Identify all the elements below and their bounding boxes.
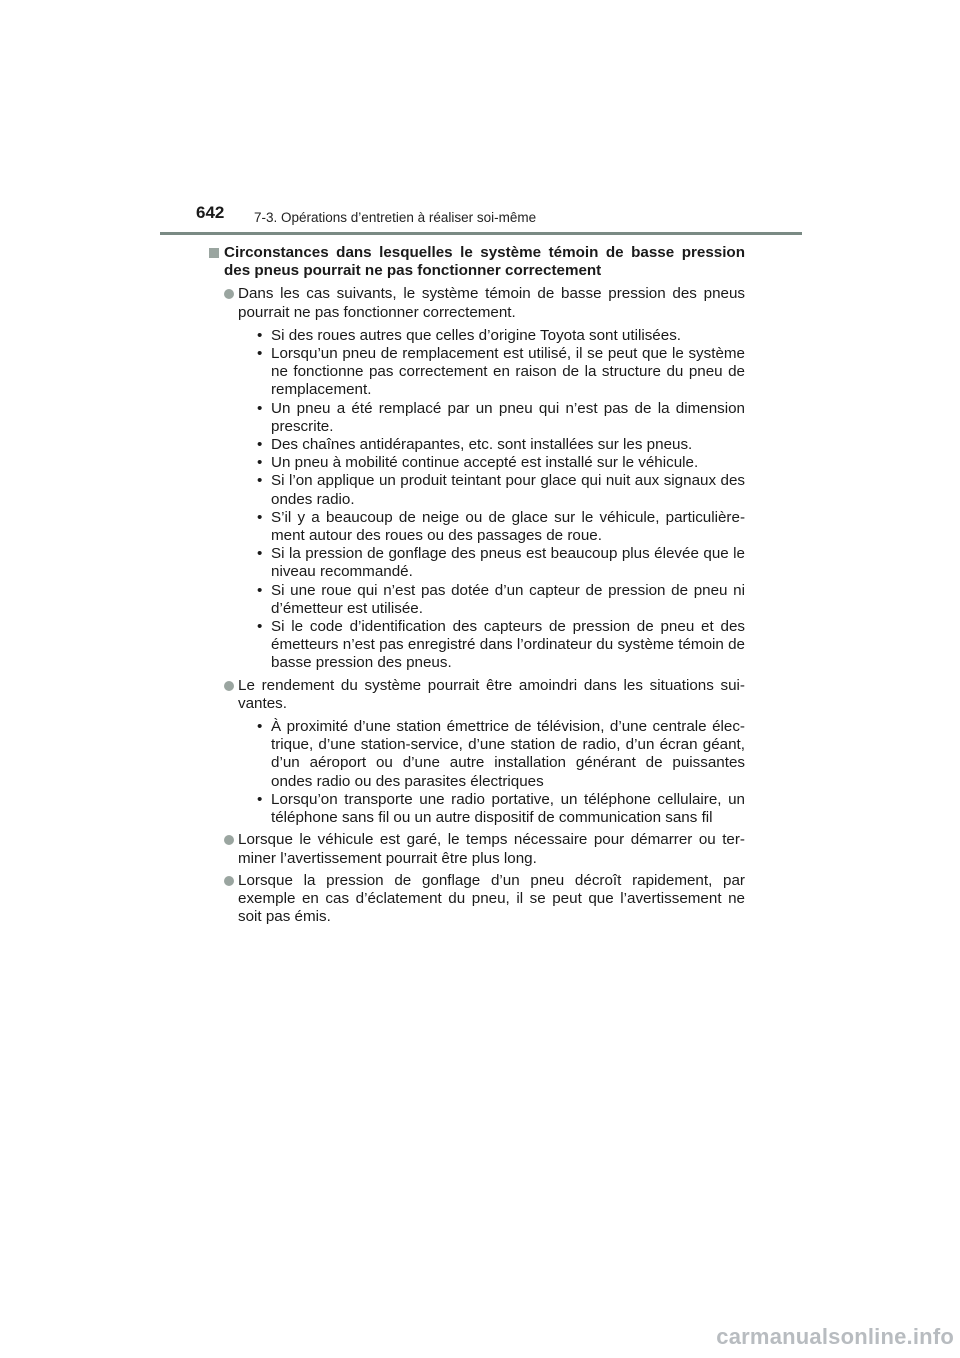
bullet-glyph: • — [257, 618, 263, 636]
list-item — [207, 872, 745, 927]
header-rule — [160, 232, 802, 235]
sub-list-item-text: Un pneu a été remplacé par un pneu qui n’est pas de la dimension prescrite. — [271, 399, 745, 435]
list-item — [207, 677, 745, 828]
sub-list-item — [255, 582, 745, 618]
page-content — [207, 244, 745, 926]
sub-list-item — [255, 509, 745, 545]
square-bullet-icon — [209, 248, 219, 258]
sub-list-item — [255, 345, 745, 400]
sub-list-item — [255, 618, 745, 673]
bullet-glyph: • — [257, 790, 263, 808]
sub-list-item-text: Si la pression de gonflage des pneus est beaucoup plus élevée que le niveau recommandé. — [271, 545, 745, 581]
sub-list-item — [255, 472, 745, 508]
bullet-glyph: • — [257, 545, 263, 563]
bullet-glyph: • — [257, 472, 263, 490]
sub-list-item-text: Lorsqu’un pneu de remplacement est utilisé, il se peut que le système ne fonctionne pas correctement en raison de la structure du pneu de remplacement. — [271, 345, 745, 399]
sub-list — [224, 327, 745, 673]
sub-list-item — [255, 327, 745, 345]
sub-list-item — [255, 400, 745, 436]
sub-list-item — [255, 545, 745, 581]
circle-bullet-icon — [224, 681, 234, 691]
list-item-text: Lorsque le véhicule est garé, le temps nécessaire pour démarrer ou ter-miner l’avertissement pourrait être plus long. — [238, 831, 745, 867]
bullet-glyph: • — [257, 581, 263, 599]
list-item-text: Lorsque la pression de gonflage d’un pneu décroît rapidement, par exemple en cas d’éclatement du pneu, il se peut que l’avertissement ne soit pas émis. — [238, 871, 745, 926]
item-list — [207, 285, 745, 926]
sub-list-item-text: Des chaînes antidérapantes, etc. sont installées sur les pneus. — [271, 436, 693, 454]
sub-list-item-text: Si le code d’identification des capteurs de pression de pneu et des émetteurs n’est pas enregistré dans l’ordinateur du système témoin de basse pression des pneus. — [271, 618, 745, 672]
bullet-glyph: • — [257, 508, 263, 526]
sub-list-item-text: Si des roues autres que celles d’origine Toyota sont utilisées. — [271, 326, 682, 344]
list-item — [207, 831, 745, 867]
bullet-glyph: • — [257, 326, 263, 344]
sub-list-item-text: À proximité d’une station émettrice de télévision, d’une centrale élec-trique, d’une station-service, d’une station de radio, d’un écran géant, d’un aéroport ou d’une autre installation générant de puissantes ondes radio ou des parasites électriques — [271, 718, 745, 790]
sub-list-item-text: S’il y a beaucoup de neige ou de glace sur le véhicule, particulière-ment autour des roues ou des passages de roue. — [271, 508, 745, 545]
bullet-glyph: • — [257, 454, 263, 472]
sub-list-item — [255, 718, 745, 791]
sub-list-item — [255, 436, 745, 454]
list-item-text: Dans les cas suivants, le système témoin de basse pression des pneus pourrait ne pas fonctionner correctement. — [238, 285, 745, 321]
sub-list-item-text: Si l’on applique un produit teintant pour glace qui nuit aux signaux des ondes radio. — [271, 472, 745, 508]
bullet-glyph: • — [257, 345, 263, 363]
circle-bullet-icon — [224, 876, 234, 886]
watermark: carmanualsonline.info — [716, 1324, 954, 1349]
sub-list-item-text: Un pneu à mobilité continue accepté est installé sur le véhicule. — [271, 454, 699, 472]
section-heading-text: Circonstances dans lesquelles le système témoin de basse pression des pneus pourrait ne pas fonctionner correctement — [224, 244, 745, 280]
section-title: 7-3. Opérations d’entretien à réaliser soi-même — [254, 210, 537, 225]
sub-list-item — [255, 454, 745, 472]
sub-list — [224, 718, 745, 827]
sub-list-item — [255, 791, 745, 827]
sub-list-item-text: Lorsqu’on transporte une radio portative, un téléphone cellulaire, un téléphone sans fil ou un autre dispositif de communication sans fil — [271, 790, 745, 827]
bullet-glyph: • — [257, 718, 263, 736]
list-item — [207, 285, 745, 672]
page-number: 642 — [196, 203, 225, 222]
list-item-text: Le rendement du système pourrait être amoindri dans les situations sui-vantes. — [238, 676, 745, 712]
bullet-glyph: • — [257, 436, 263, 454]
sub-list-item-text: Si une roue qui n’est pas dotée d’un capteur de pression de pneu ni d’émetteur est utilisée. — [271, 581, 745, 617]
section-heading — [207, 244, 745, 280]
bullet-glyph: • — [257, 399, 263, 417]
